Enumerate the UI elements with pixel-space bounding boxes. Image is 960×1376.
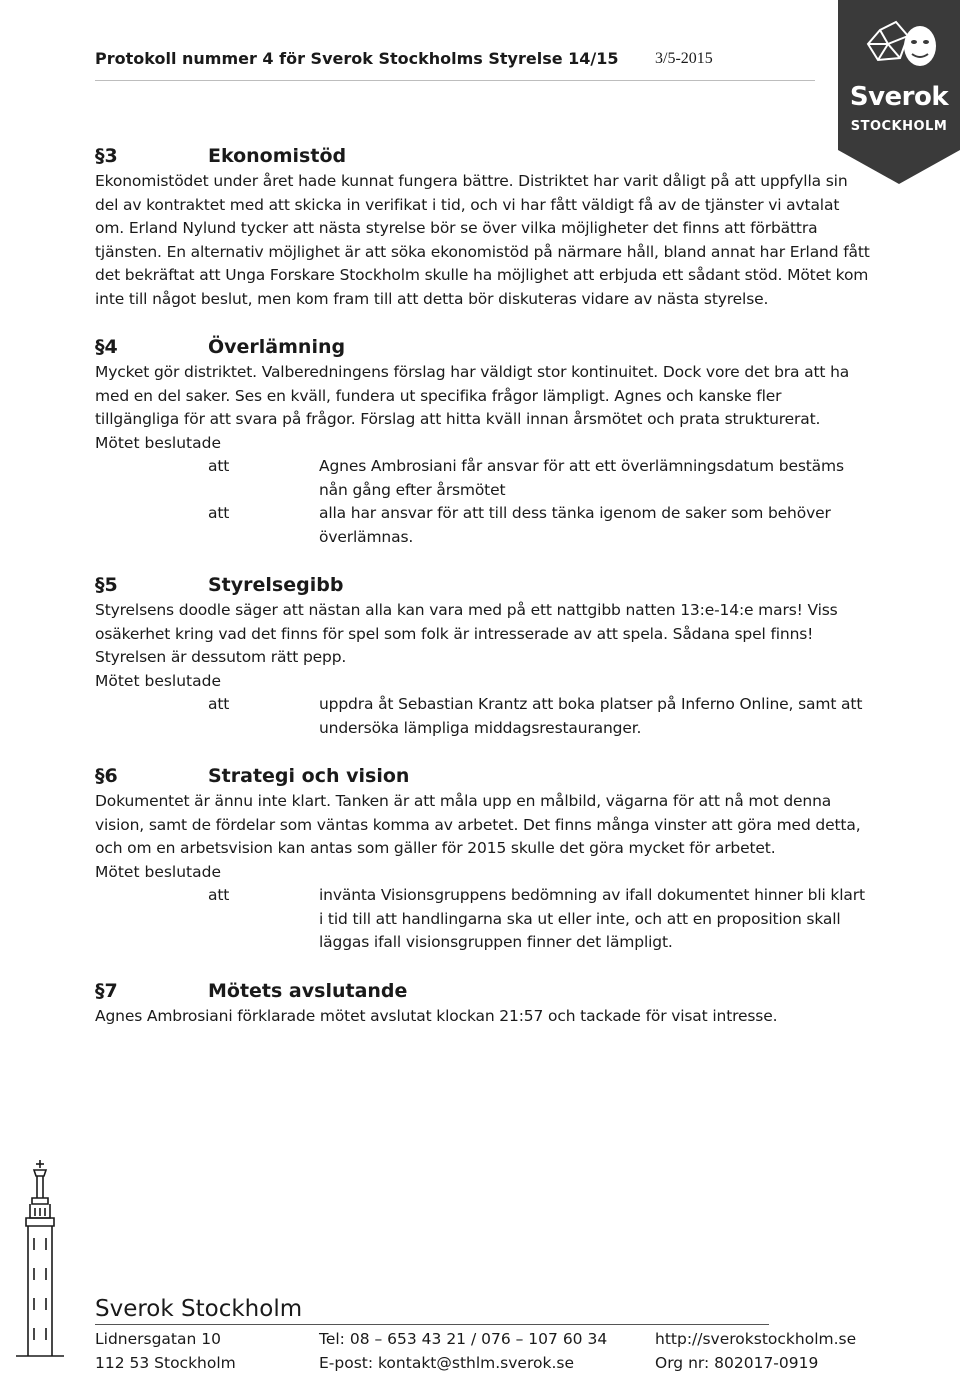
logo-name: Sverok — [849, 82, 949, 112]
section-paragraph: Dokumentet är ännu inte klart. Tanken är att måla upp en målbild, vägarna för att nå mot denna vision, samt de fördelar som väntas komma av arbetet. Det finns många vinster att göra med detta, och om en arbetsvision kan antas som gäller för 2015 skulle det göra mycket för arbetet. — [95, 792, 861, 857]
decision-item — [95, 455, 870, 502]
section-number: §3 — [95, 145, 118, 167]
decision-text: invänta Visionsgruppens bedömning av ifall dokumentet hinner bli klart i tid till att handlingarna ska ut eller inte, och att en proposition skall läggas ifall visionsgruppen finner det lämpligt. — [319, 886, 865, 951]
section-heading — [95, 977, 870, 1005]
footer-web — [655, 1327, 856, 1375]
section-paragraph: Agnes Ambrosiani förklarade mötet avslutat klockan 21:57 och tackade för visat intresse. — [95, 1006, 778, 1025]
section-title: Överlämning — [208, 336, 346, 358]
section-number: §7 — [95, 979, 118, 1002]
section-styrelsegibb — [95, 571, 870, 740]
section-ekonomistod — [95, 142, 870, 311]
section-strategi — [95, 762, 870, 955]
decision-text: Agnes Ambrosiani får ansvar för att ett överlämningsdatum bestäms nån gång efter årsmötet — [319, 457, 844, 499]
section-heading — [95, 571, 870, 599]
section-number: §6 — [95, 765, 118, 787]
decision-intro: Mötet beslutade — [95, 862, 222, 881]
mask-icon — [904, 26, 936, 66]
section-title: Styrelsegibb — [208, 574, 344, 596]
decision-intro: Mötet beslutade — [95, 433, 222, 452]
document-date: 3/5-2015 — [655, 50, 713, 67]
footer-contact — [319, 1327, 607, 1375]
section-number: §4 — [95, 336, 118, 358]
footer-orgnr: Org nr: 802017-0919 — [655, 1354, 819, 1372]
section-heading — [95, 333, 870, 361]
section-paragraph: Styrelsens doodle säger att nästan alla kan vara med på ett nattgibb natten 13:e-14:e mars! Viss osäkerhet kring vad det finns för spel som folk är intresserade av att spela. Sådana spel finns! Styrelsen är dessutom rätt pepp. — [95, 601, 838, 666]
decision-text: alla har ansvar för att till dess tänka igenom de saker som behöver överlämnas. — [319, 504, 831, 546]
decision-item — [95, 884, 870, 955]
section-title: Strategi och vision — [208, 765, 410, 787]
section-paragraph: Mycket gör distriktet. Valberedningens förslag har väldigt stor kontinuitet. Dock vore det bra att ha med en del saker. Ses en kväll, fundera ut specifika frågor lämpligt. Agnes och kanske fler tillgängliga för att svara på frågor. Förslag att hitta kväll innan årsmötet och prata strukturerat. — [95, 363, 850, 428]
section-overlamning — [95, 333, 870, 549]
city-hall-tower-icon — [10, 1158, 70, 1358]
section-avslutande — [95, 977, 870, 1029]
section-paragraph: Ekonomistödet under året hade kunnat fungera bättre. Distriktet har varit dåligt på att uppfylla sin del av kontraktet med att skicka in verifikat i tid, och vi har fått väldigt få av de tjänster vi avtalat om. Erland Nylund tycker att nästa styrelse bör se över vilka möjligheter det finns att förbättra tjänsten. En alternativ möjlighet är att söka ekonomistöd på närmare håll, bland annat har Erland fått det bekräftat att Unga Forskare Stockholm skulle ha möjlighet att erbjuda ett sådant stöd. Mötet kom inte till något beslut, men kom fram till att detta bör diskuteras vidare av nästa styrelse. — [95, 172, 870, 308]
footer-organization: Sverok Stockholm — [95, 1294, 769, 1325]
decision-key: att — [208, 695, 230, 713]
decision-key: att — [208, 457, 230, 475]
decision-intro: Mötet beslutade — [95, 671, 222, 690]
address-line: 112 53 Stockholm — [95, 1354, 236, 1372]
decision-key: att — [208, 504, 230, 522]
footer-email: E-post: kontakt@sthlm.sverok.se — [319, 1354, 574, 1372]
decision-key: att — [208, 886, 230, 904]
decision-item — [95, 693, 870, 740]
section-number: §5 — [95, 574, 118, 596]
footer-url: http://sverokstockholm.se — [655, 1330, 857, 1348]
logo-subtitle: STOCKHOLM — [850, 119, 948, 134]
decision-item — [95, 502, 870, 549]
footer-address — [95, 1327, 236, 1375]
address-line: Lidnersgatan 10 — [95, 1330, 221, 1348]
header-divider — [95, 80, 815, 81]
section-heading — [95, 762, 870, 790]
decision-text: uppdra åt Sebastian Krantz att boka platser på Inferno Online, samt att undersöka lämpliga middagsrestauranger. — [319, 695, 863, 737]
section-heading — [95, 142, 870, 170]
protocol-body — [95, 142, 870, 1050]
section-title: Mötets avslutande — [208, 979, 408, 1002]
footer-phone: Tel: 08 – 653 43 21 / 076 – 107 60 34 — [319, 1330, 608, 1348]
section-title: Ekonomistöd — [208, 145, 347, 167]
document-title: Protokoll nummer 4 för Sverok Stockholms Styrelse 14/15 — [95, 49, 619, 68]
